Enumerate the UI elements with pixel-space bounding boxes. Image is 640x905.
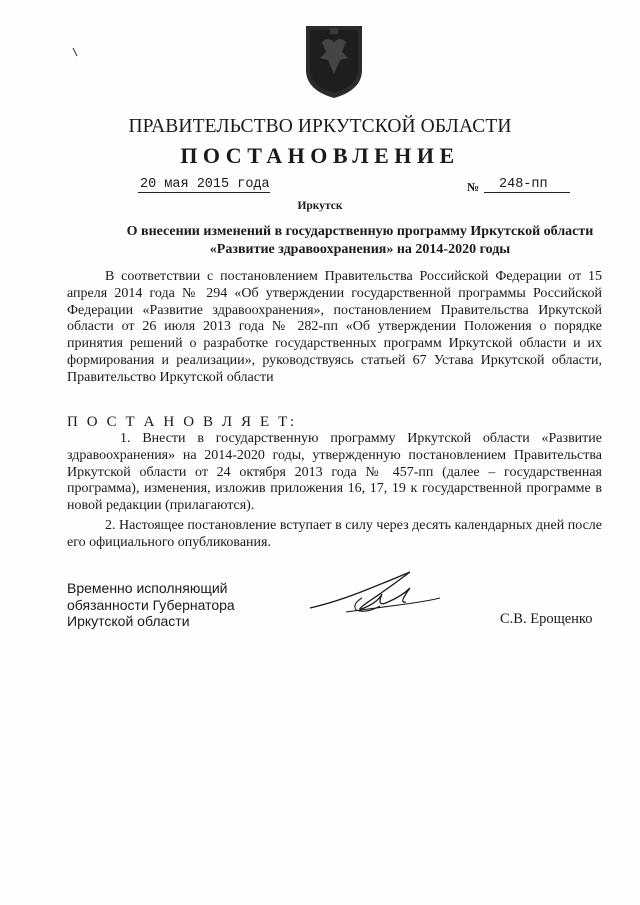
document-title: О внесении изменений в государственную программу Иркутской области «Развитие здравоохранения» на 2014-2020 годы	[126, 224, 594, 257]
resolves-heading: П О С Т А Н О В Л Я Е Т:	[67, 414, 297, 430]
signer-position	[67, 580, 235, 630]
position-line: Иркутской области	[67, 613, 190, 629]
signer-name: С.В. Ерощенко	[500, 611, 593, 627]
number-sign: №	[467, 180, 480, 194]
item-1: 1. Внести в государственную программу Иркутской области «Развитие здравоохранения» на 2014-2020 годы, утвержденную постановлением Правительства Иркутской области от 24 октября 2013 года № 457-пп (далее – государственная программа), изменения, изложив приложения 16, 17, 19 к государственной программе в новой редакции (прилагаются).	[67, 431, 602, 514]
city: Иркутск	[297, 200, 343, 212]
preamble-paragraph: В соответствии с постановлением Правительства Российской Федерации от 15 апреля 2014 года № 294 «Об утверждении государственной программы Российской Федерации «Развитие здравоохранения», постановлением Правительства Иркутской области от 26 июля 2013 года № 282-пп «Об утверждении Положения о порядке принятия решений о разработке государственных программ Иркутской области и их формирования и реализации», руководствуясь статьей 67 Устава Иркутской области, Правительство Иркутской области	[67, 269, 602, 385]
document-number: 248-пп	[484, 177, 570, 193]
document-type: ПОСТАНОВЛЕНИЕ	[180, 143, 460, 168]
position-line: Временно исполняющий	[67, 580, 228, 596]
government-name: ПРАВИТЕЛЬСТВО ИРКУТСКОЙ ОБЛАСТИ	[128, 116, 512, 137]
coat-of-arms-emblem-icon	[302, 22, 366, 100]
position-line: обязанности Губернатора	[67, 596, 235, 613]
document-date: 20 мая 2015 года	[140, 177, 270, 192]
item-2: 2. Настоящее постановление вступает в силу через десять календарных дней после его официального опубликования.	[67, 518, 602, 550]
scan-speck	[72, 47, 78, 57]
handwritten-signature-icon	[306, 568, 446, 628]
